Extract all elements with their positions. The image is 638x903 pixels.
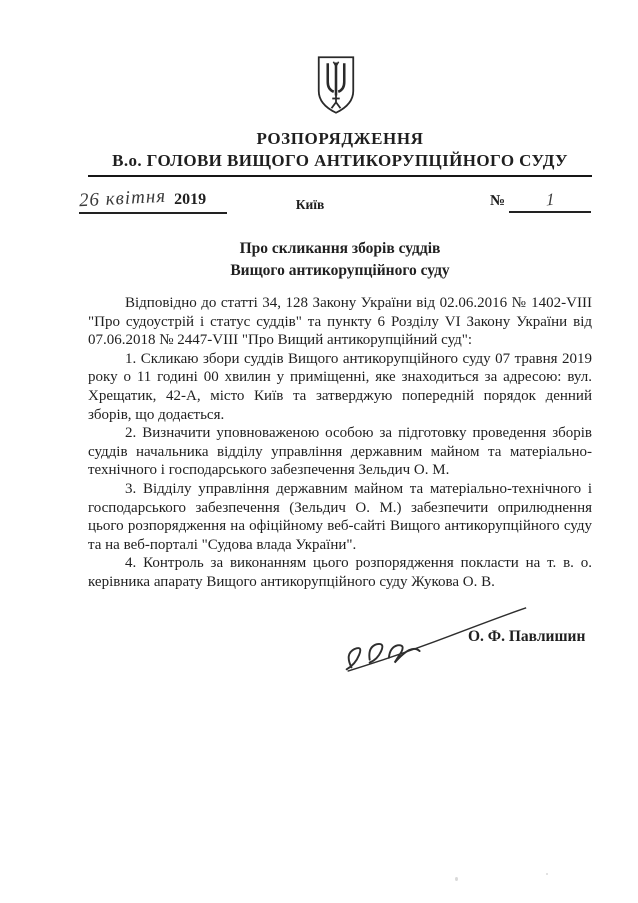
issuing-authority-title: В.о. ГОЛОВИ ВИЩОГО АНТИКОРУПЦІЙНОГО СУДУ <box>112 151 568 170</box>
document-meta-row <box>78 177 592 221</box>
city-label: Київ <box>295 197 325 212</box>
document-body <box>88 294 592 592</box>
subject-line-1: Про скликання зборів суддів <box>239 240 441 257</box>
document-content <box>78 0 592 683</box>
paragraph-item-3: 3. Відділу управління державним майном та матеріально-технічного і господарського забезпечення (Зельдич О. М.) забезпечити оприлюднення цього розпорядження на офіційному веб-сайті Вищого антикорупційного суду та на веб-порталі "Судова влада України". <box>88 480 592 553</box>
number-sign: № <box>490 193 506 209</box>
paragraph-preamble: Відповідно до статті 34, 128 Закону України від 02.06.2016 № 1402-VIII "Про судоустрій і статус суддів" та пункту 6 Розділу VI Закону України від 07.06.2018 № 2447-VIII "Про Вищий антикорупційний суд": <box>88 295 592 349</box>
handwritten-number: 1 <box>545 189 555 210</box>
paragraph-item-4: 4. Контроль за виконанням цього розпорядження покласти на т. в. о. керівника апарату Вищого антикорупційного суду Жукова О. В. <box>88 555 592 590</box>
scan-speck <box>455 877 458 881</box>
document-subject <box>88 238 592 282</box>
document-number-field <box>490 190 591 213</box>
paragraph-item-1: 1. Скликаю збори суддів Вищого антикорупційного суду 07 травня 2019 року о 11 годині 00 хвилин у приміщенні, яке знаходиться за адресою: вул. Хрещатик, 42-А, місто Київ та затверджую попередній порядок денний зборів, що додається. <box>88 350 592 423</box>
signatory-name: О. Ф. Павлишин <box>468 627 586 645</box>
date-year: 2019 <box>174 191 207 208</box>
signature-block <box>88 598 592 683</box>
paragraph-item-2: 2. Визначити уповноваженою особою за підготовку проведення зборів суддів начальника відділу управління державним майном та матеріально-технічного і господарського забезпечення Зельдич О. М. <box>88 425 592 479</box>
scan-speck <box>546 873 548 875</box>
document-type-title: РОЗПОРЯДЖЕННЯ <box>256 129 424 148</box>
subject-line-2: Вищого антикорупційного суду <box>230 262 450 279</box>
number-underline <box>509 190 591 213</box>
handwritten-date: 26 квітня <box>78 185 167 212</box>
